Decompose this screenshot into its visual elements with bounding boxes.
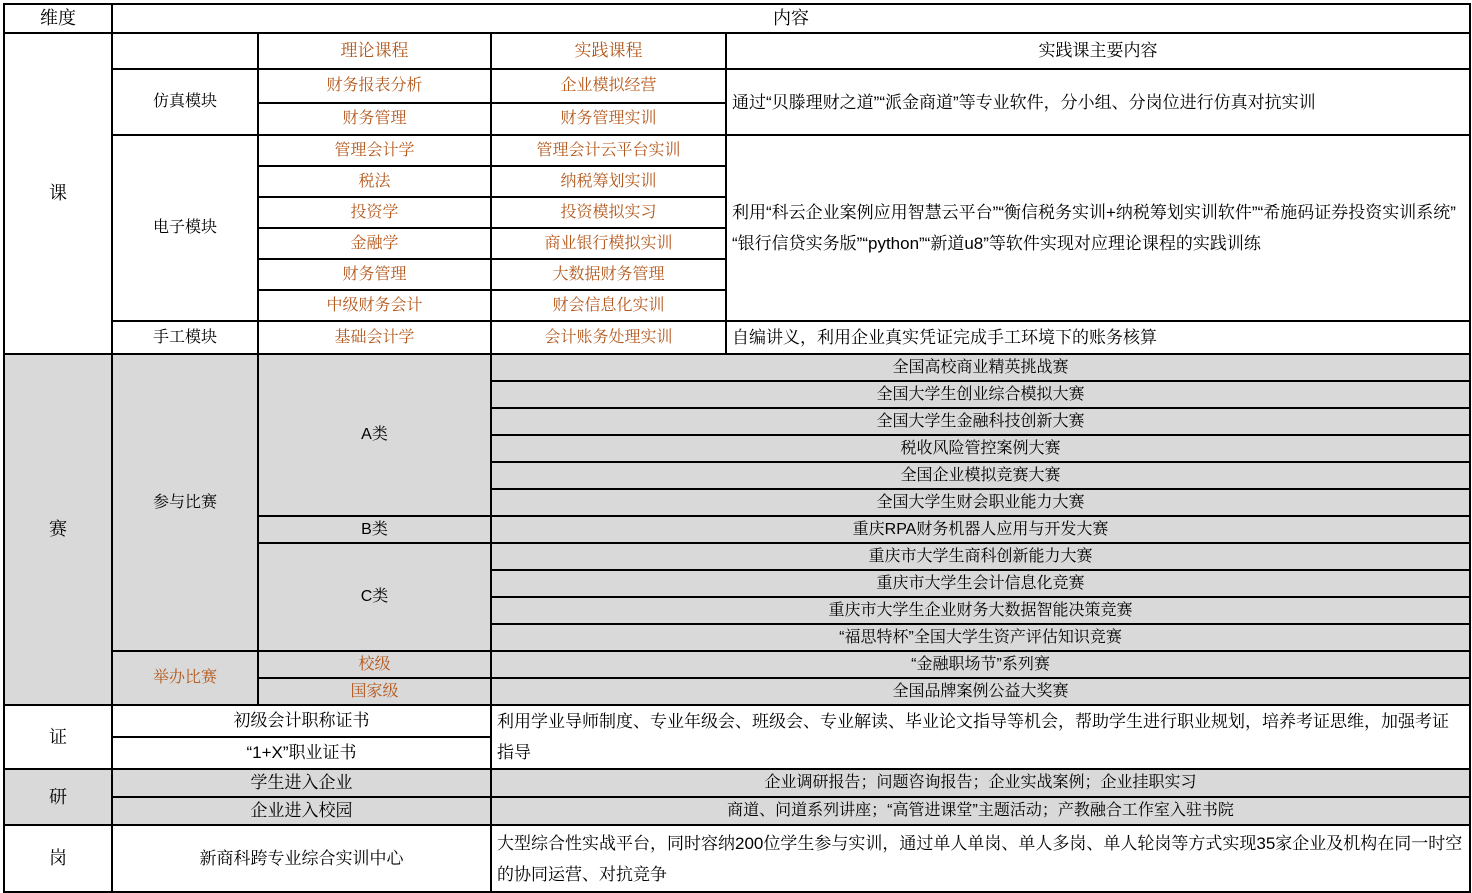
competition-group-a-label: A类 — [258, 354, 491, 516]
practice-course: 商业银行模拟实训 — [491, 228, 726, 259]
competition-section-label: 赛 — [4, 354, 112, 705]
host-competition-label: 举办比赛 — [112, 651, 258, 705]
theory-course: 税法 — [258, 166, 491, 197]
research-row-content: 企业调研报告；问题咨询报告；企业实战案例；企业挂职实习 — [491, 769, 1470, 797]
theory-course: 管理会计学 — [258, 135, 491, 166]
competition-name: 全国大学生财会职业能力大赛 — [491, 489, 1470, 516]
certificate-item: “1+X”职业证书 — [112, 737, 491, 769]
certificate-content: 利用学业导师制度、专业年级会、班级会、专业解读、毕业论文指导等机会，帮助学生进行职业规划，培养考证思维，加强考证指导 — [491, 705, 1470, 769]
dimension-content-table — [3, 3, 1471, 893]
theory-course: 中级财务会计 — [258, 290, 491, 321]
competition-name: 全国高校商业精英挑战赛 — [491, 354, 1470, 381]
competition-group-b-label: B类 — [258, 516, 491, 543]
module-name-manual: 手工模块 — [112, 321, 258, 354]
competition-name: 重庆RPA财务机器人应用与开发大赛 — [491, 516, 1470, 543]
module-content-simulation: 通过“贝滕理财之道”“派金商道”等专业软件，分小组、分岗位进行仿真对抗实训 — [726, 69, 1470, 135]
module-name-simulation: 仿真模块 — [112, 69, 258, 135]
competition-name: “福思特杯”全国大学生资产评估知识竞赛 — [491, 624, 1470, 651]
practice-course: 大数据财务管理 — [491, 259, 726, 290]
module-content-manual: 自编讲义，利用企业真实凭证完成手工环境下的账务核算 — [726, 321, 1470, 354]
host-level-school: 校级 — [258, 651, 491, 678]
practice-course: 管理会计云平台实训 — [491, 135, 726, 166]
practice-course: 财会信息化实训 — [491, 290, 726, 321]
competition-name: 全国企业模拟竞赛大赛 — [491, 462, 1470, 489]
competition-group-c-label: C类 — [258, 543, 491, 651]
theory-course-header: 理论课程 — [258, 33, 491, 69]
post-section-label: 岗 — [4, 825, 112, 892]
research-section-label: 研 — [4, 769, 112, 825]
module-name-electronic: 电子模块 — [112, 135, 258, 321]
dimension-header-cell: 维度 — [4, 4, 112, 33]
course-subheader-empty-cell — [112, 33, 258, 69]
theory-course: 财务管理 — [258, 103, 491, 135]
practice-course-header: 实践课程 — [491, 33, 726, 69]
certificate-section-label: 证 — [4, 705, 112, 769]
competition-name: 重庆市大学生商科创新能力大赛 — [491, 543, 1470, 570]
theory-course: 投资学 — [258, 197, 491, 228]
theory-course: 财务报表分析 — [258, 69, 491, 103]
competition-name: 重庆市大学生会计信息化竞赛 — [491, 570, 1470, 597]
practice-course: 企业模拟经营 — [491, 69, 726, 103]
research-row-name: 学生进入企业 — [112, 769, 491, 797]
competition-name: 全国大学生创业综合模拟大赛 — [491, 381, 1470, 408]
practice-course: 纳税筹划实训 — [491, 166, 726, 197]
theory-course: 基础会计学 — [258, 321, 491, 354]
module-content-electronic: 利用“科云企业案例应用智慧云平台”“衡信税务实训+纳税筹划实训软件”“希施码证券投资实训系统”“银行信贷实务版”“python”“新道u8”等软件实现对应理论课程的实践训练 — [726, 135, 1470, 321]
competition-name: 全国品牌案例公益大奖赛 — [491, 678, 1470, 705]
theory-course: 财务管理 — [258, 259, 491, 290]
content-header-cell: 内容 — [112, 4, 1470, 33]
practice-course: 会计账务处理实训 — [491, 321, 726, 354]
research-row-content: 商道、问道系列讲座；“高管进课堂”主题活动；产教融合工作室入驻书院 — [491, 797, 1470, 825]
competition-name: 税收风险管控案例大赛 — [491, 435, 1470, 462]
competition-name: “金融职场节”系列赛 — [491, 651, 1470, 678]
host-level-national: 国家级 — [258, 678, 491, 705]
participate-competition-label: 参与比赛 — [112, 354, 258, 651]
practice-main-content-header: 实践课主要内容 — [726, 33, 1470, 69]
research-row-name: 企业进入校园 — [112, 797, 491, 825]
post-content: 大型综合性实战平台，同时容纳200位学生参与实训，通过单人单岗、单人多岗、单人轮岗等方式实现35家企业及机构在同一时空的协同运营、对抗竞争 — [491, 825, 1470, 892]
competition-name: 重庆市大学生企业财务大数据智能决策竞赛 — [491, 597, 1470, 624]
course-section-label: 课 — [4, 33, 112, 354]
competition-name: 全国大学生金融科技创新大赛 — [491, 408, 1470, 435]
certificate-item: 初级会计职称证书 — [112, 705, 491, 737]
practice-course: 财务管理实训 — [491, 103, 726, 135]
practice-course: 投资模拟实习 — [491, 197, 726, 228]
post-center-name: 新商科跨专业综合实训中心 — [112, 825, 491, 892]
theory-course: 金融学 — [258, 228, 491, 259]
